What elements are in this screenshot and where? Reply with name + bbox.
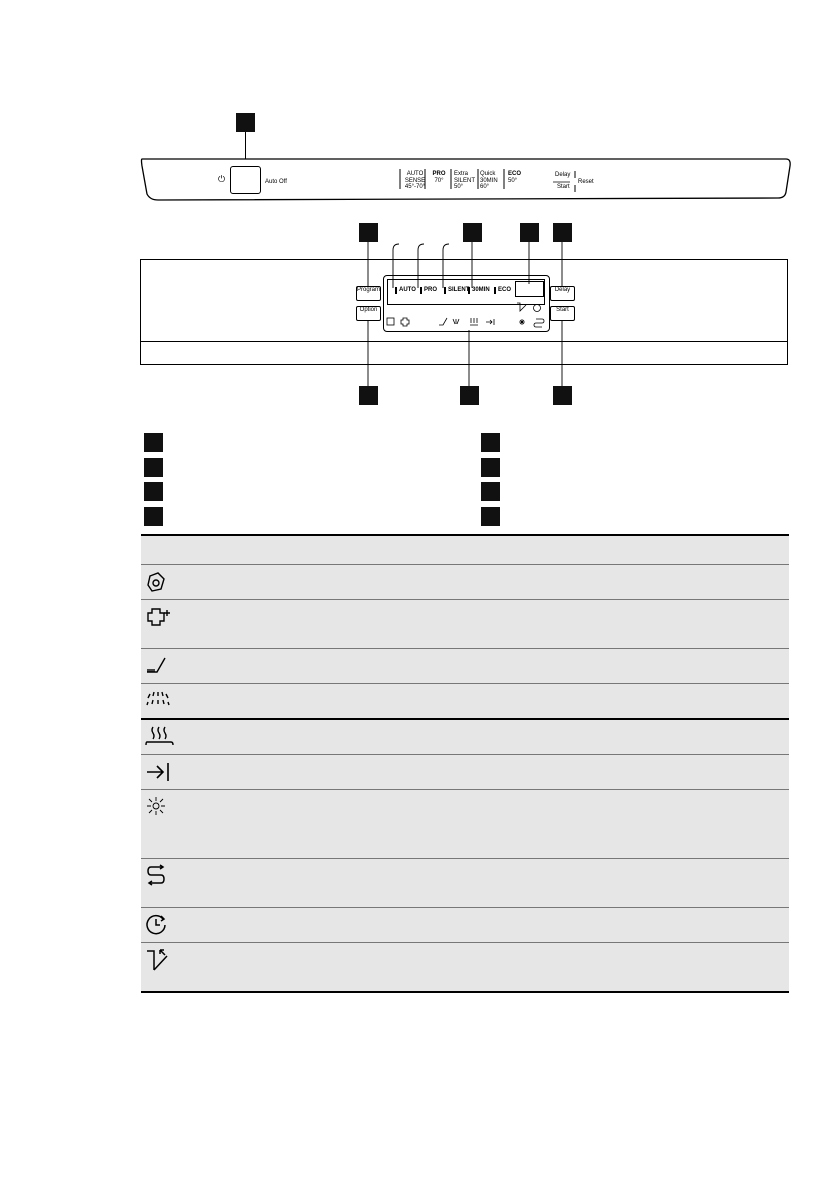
auto-open-icon [534,319,544,327]
legend-key-6 [481,458,500,477]
prog-eco: ECO 50° [508,171,522,184]
legend-key-1 [144,433,163,452]
table-row [141,790,789,858]
table-row [141,755,789,789]
rinse-aid-icon [387,318,394,325]
program-button[interactable]: Program [356,286,381,301]
table-row [141,720,789,754]
table-row [141,943,789,991]
legend-key-5 [481,433,500,452]
extra-hygiene-icon [519,319,525,325]
indicator-auto: AUTO [395,287,416,294]
prog-quick-30min: Quick 30MIN 60° [480,171,498,190]
indicator-eco: ECO [494,287,511,294]
prog-auto-sense: AUTO SENSE 45°-70° [404,171,426,190]
end-icon [486,319,494,325]
prog-extra-silent: Extra SILENT 50° [454,171,476,190]
table-bottom-rule [141,991,789,993]
door-open-icon [145,948,171,972]
indicator-30min: 30MIN [468,287,490,294]
auto-open-icon [145,864,169,888]
end-icon [145,761,173,783]
table-row [141,859,789,907]
extra-hygiene-icon [145,795,169,817]
door-open-icon [517,303,526,311]
salt-icon [401,318,409,326]
rinsing-phase-icon [145,689,171,711]
table-row [141,684,789,718]
washing-phase-icon [439,318,447,325]
auto-off-label: Auto Off [265,179,287,185]
washing-phase-icon [145,655,171,677]
indicator-pro: PRO [420,287,437,294]
start-label-top: Start [557,184,570,190]
drying-phase-icon [470,318,478,325]
table-row [141,908,789,942]
table-header [141,536,789,564]
delay-button[interactable]: Delay [550,286,575,301]
legend-key-2 [144,458,163,477]
reset-label-top: Reset [578,179,594,185]
salt-icon [145,605,173,629]
time-display [515,281,544,297]
rinse-aid-icon [145,571,169,593]
callout-start [553,386,572,405]
callout-option [359,386,378,405]
table-row [141,600,789,648]
legend-key-7 [481,482,500,501]
rinsing-phase-icon [453,319,459,324]
callout-icons [460,386,479,405]
start-button[interactable]: Start [550,306,575,321]
legend-key-3 [144,482,163,501]
option-button[interactable]: Option [356,306,381,321]
table-row [141,565,789,599]
display-icons [384,300,548,330]
delay-start-icon [534,305,541,312]
table-row [141,649,789,683]
detail-frame-divider [140,341,788,342]
delay-label-top: Delay [555,172,571,178]
delay-start-icon [145,913,169,937]
indicator-silent: SILENT [444,287,469,294]
legend-key-8 [481,507,500,526]
legend-key-4 [144,507,163,526]
prog-pro: PRO 70° [432,171,446,184]
power-icon: ⏻ [218,174,226,184]
drying-phase-icon [145,725,175,749]
